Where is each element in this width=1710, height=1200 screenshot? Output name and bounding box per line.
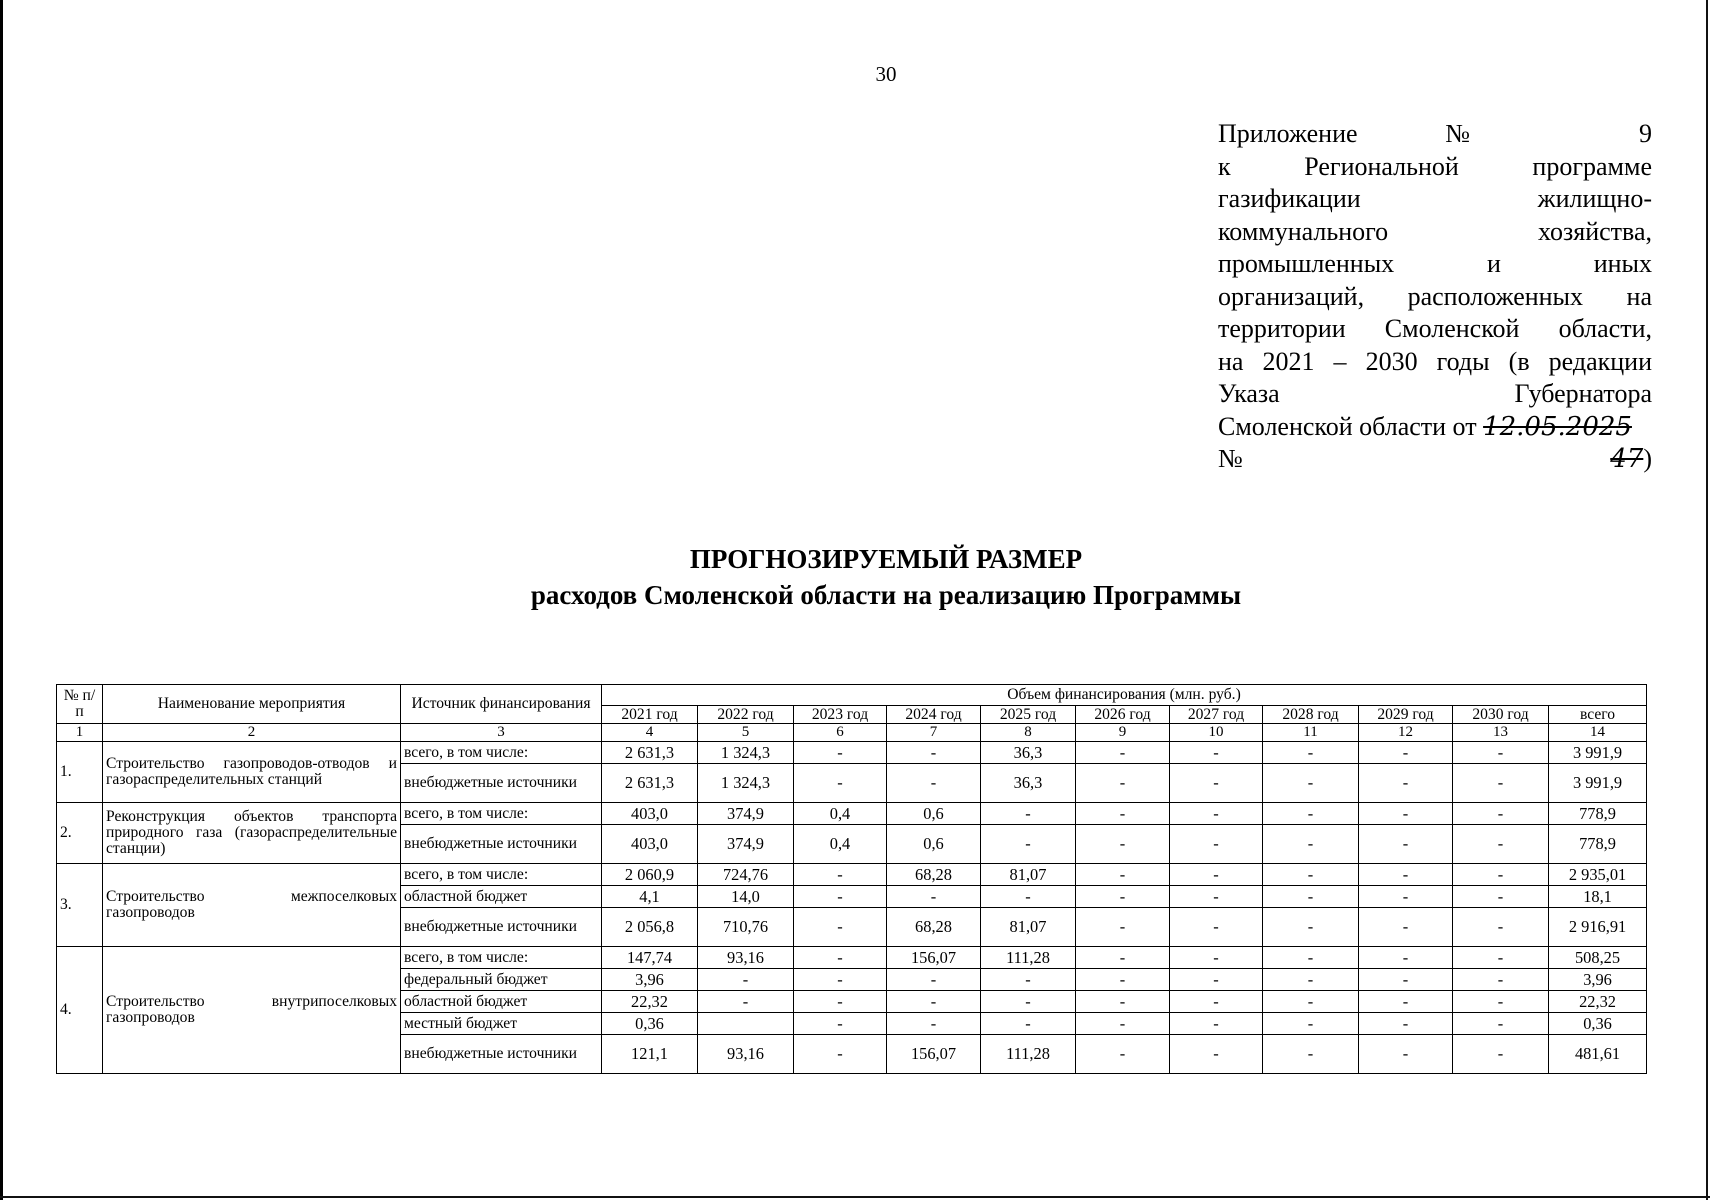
year-value-cell: 403,0 — [602, 825, 698, 864]
year-value-cell: - — [981, 886, 1076, 908]
funding-source: всего, в том числе: — [401, 947, 602, 969]
handwritten-number: 47 — [1610, 444, 1644, 474]
page-bottom-border — [0, 1196, 1710, 1198]
year-value-cell: - — [1263, 947, 1359, 969]
year-value-cell: - — [1170, 969, 1263, 991]
column-number: 1 — [57, 724, 103, 742]
year-value-cell: - — [1453, 969, 1549, 991]
year-value-cell: - — [887, 969, 981, 991]
header-name: Наименование мероприятия — [103, 685, 401, 724]
year-value-cell: 147,74 — [602, 947, 698, 969]
year-value-cell: - — [1263, 764, 1359, 803]
header-row — [57, 685, 1647, 706]
year-value-cell: - — [1076, 742, 1170, 764]
total-cell: 481,61 — [1549, 1035, 1647, 1074]
total-cell: 778,9 — [1549, 825, 1647, 864]
year-value-cell: - — [1359, 742, 1453, 764]
year-value-cell: - — [794, 742, 887, 764]
year-value-cell: 36,3 — [981, 764, 1076, 803]
header-total: всего — [1549, 706, 1647, 724]
year-value-cell: 724,76 — [698, 864, 794, 886]
column-number: 4 — [602, 724, 698, 742]
year-value-cell: - — [887, 1013, 981, 1035]
year-value-cell: - — [1453, 991, 1549, 1013]
funding-source: внебюджетные источники — [401, 908, 602, 947]
appendix-number-prefix: № — [1218, 444, 1611, 473]
year-value-cell: - — [1263, 908, 1359, 947]
year-value-cell: - — [981, 825, 1076, 864]
appendix-line: Приложение № 9 — [1218, 119, 1652, 148]
funding-source: внебюджетные источники — [401, 825, 602, 864]
total-cell: 3 991,9 — [1549, 742, 1647, 764]
year-value-cell: - — [1170, 1035, 1263, 1074]
column-number: 5 — [698, 724, 794, 742]
measure-name: Строительство внутрипоселковых газопроводов — [103, 947, 401, 1074]
year-value-cell: - — [1453, 764, 1549, 803]
table-body — [57, 685, 1647, 1074]
total-cell: 2 935,01 — [1549, 864, 1647, 886]
year-value-cell: 68,28 — [887, 908, 981, 947]
header-year: 2027 год — [1170, 706, 1263, 724]
row-number: 3. — [57, 864, 103, 947]
year-value-cell: 156,07 — [887, 1035, 981, 1074]
year-value-cell: - — [1263, 886, 1359, 908]
year-value-cell: - — [1453, 886, 1549, 908]
column-number: 7 — [887, 724, 981, 742]
funding-source: местный бюджет — [401, 1013, 602, 1035]
year-value-cell: 3,96 — [602, 969, 698, 991]
year-value-cell: 710,76 — [698, 908, 794, 947]
year-value-cell: - — [698, 991, 794, 1013]
year-value-cell: 4,1 — [602, 886, 698, 908]
year-value-cell: - — [1076, 886, 1170, 908]
document-subtitle: расходов Смоленской области на реализацию Программы — [530, 580, 1242, 610]
year-value-cell: 0,36 — [602, 1013, 698, 1035]
column-number: 2 — [103, 724, 401, 742]
header-year: 2024 год — [887, 706, 981, 724]
year-value-cell: - — [794, 1013, 887, 1035]
appendix-date-line — [1218, 411, 1652, 444]
appendix-line: организаций, расположенных на — [1218, 281, 1652, 311]
header-year: 2021 год — [602, 706, 698, 724]
year-value-cell: - — [1170, 825, 1263, 864]
year-value-cell: - — [1453, 947, 1549, 969]
funding-source: всего, в том числе: — [401, 803, 602, 825]
year-value-cell: 111,28 — [981, 947, 1076, 969]
appendix-date-prefix: Смоленской области от — [1218, 411, 1484, 441]
funding-source: областной бюджет — [401, 991, 602, 1013]
table-row — [57, 864, 1647, 886]
year-value-cell: - — [1170, 886, 1263, 908]
year-value-cell: - — [1076, 947, 1170, 969]
appendix-line: коммунального хозяйства, — [1218, 216, 1652, 246]
total-cell: 3 991,9 — [1549, 764, 1647, 803]
funding-source: федеральный бюджет — [401, 969, 602, 991]
year-value-cell: - — [1359, 803, 1453, 825]
year-value-cell: - — [1453, 825, 1549, 864]
year-value-cell: - — [1359, 969, 1453, 991]
appendix-block — [1218, 118, 1652, 476]
header-year: 2025 год — [981, 706, 1076, 724]
year-value-cell: - — [1359, 886, 1453, 908]
funding-source: областной бюджет — [401, 886, 602, 908]
year-value-cell: - — [981, 803, 1076, 825]
year-value-cell: 0,4 — [794, 803, 887, 825]
year-value-cell: 93,16 — [698, 947, 794, 969]
header-year: 2029 год — [1359, 706, 1453, 724]
total-cell: 508,25 — [1549, 947, 1647, 969]
document-title: ПРОГНОЗИРУЕМЫЙ РАЗМЕР — [689, 544, 1083, 574]
year-value-cell: - — [1263, 864, 1359, 886]
header-year: 2026 год — [1076, 706, 1170, 724]
appendix-number-line — [1218, 443, 1652, 476]
appendix-line: газификации жилищно- — [1218, 184, 1652, 213]
year-value-cell: - — [981, 991, 1076, 1013]
year-value-cell: - — [1076, 969, 1170, 991]
year-value-cell: - — [1359, 908, 1453, 947]
year-value-cell: - — [1359, 764, 1453, 803]
header-year: 2030 год — [1453, 706, 1549, 724]
year-value-cell: - — [1076, 908, 1170, 947]
year-value-cell: - — [794, 864, 887, 886]
total-cell: 778,9 — [1549, 803, 1647, 825]
header-source: Источник финансирования — [401, 685, 602, 724]
year-value-cell: 111,28 — [981, 1035, 1076, 1074]
appendix-line: Указа Губернатора — [1218, 379, 1652, 408]
year-value-cell: 121,1 — [602, 1035, 698, 1074]
column-number: 8 — [981, 724, 1076, 742]
year-value-cell: - — [1453, 803, 1549, 825]
year-value-cell: - — [887, 742, 981, 764]
year-value-cell: - — [794, 947, 887, 969]
year-value-cell: - — [1170, 947, 1263, 969]
year-value-cell: - — [1359, 1013, 1453, 1035]
column-number: 11 — [1263, 724, 1359, 742]
year-value-cell: 22,32 — [602, 991, 698, 1013]
year-value-cell: 156,07 — [887, 947, 981, 969]
year-value-cell: - — [698, 969, 794, 991]
year-value-cell: - — [981, 969, 1076, 991]
total-cell: 18,1 — [1549, 886, 1647, 908]
page-number: 30 — [875, 62, 897, 86]
appendix-closing: ) — [1643, 444, 1652, 473]
total-cell: 3,96 — [1549, 969, 1647, 991]
column-number: 14 — [1549, 724, 1647, 742]
table-row — [57, 947, 1647, 969]
year-value-cell: - — [794, 969, 887, 991]
handwritten-date: 12.05.2025 — [1483, 411, 1632, 442]
appendix-line: на 2021 – 2030 годы (в редакции — [1218, 346, 1652, 376]
year-value-cell: - — [1170, 764, 1263, 803]
column-number: 6 — [794, 724, 887, 742]
year-value-cell: - — [981, 1013, 1076, 1035]
header-year: 2022 год — [698, 706, 794, 724]
year-value-cell — [698, 1013, 794, 1035]
year-value-cell: - — [1076, 864, 1170, 886]
year-value-cell: - — [1359, 825, 1453, 864]
measure-name: Реконструкция объектов транспорта природного газа (газораспределительные станции) — [103, 803, 401, 864]
year-value-cell: 1 324,3 — [698, 742, 794, 764]
measure-name: Строительство газопроводов-отводов и газораспределительных станций — [103, 742, 401, 803]
funding-source: всего, в том числе: — [401, 864, 602, 886]
year-value-cell: - — [1263, 803, 1359, 825]
year-value-cell: - — [794, 764, 887, 803]
year-value-cell: - — [1076, 1035, 1170, 1074]
appendix-line: территории Смоленской области, — [1218, 314, 1652, 343]
column-number: 13 — [1453, 724, 1549, 742]
year-value-cell: 0,6 — [887, 825, 981, 864]
year-value-cell: - — [1263, 1013, 1359, 1035]
year-value-cell: 403,0 — [602, 803, 698, 825]
financing-table — [56, 684, 1647, 1074]
year-value-cell: 93,16 — [698, 1035, 794, 1074]
header-year: 2028 год — [1263, 706, 1359, 724]
year-value-cell: - — [1263, 969, 1359, 991]
column-number: 10 — [1170, 724, 1263, 742]
column-number: 12 — [1359, 724, 1453, 742]
year-value-cell: - — [1076, 764, 1170, 803]
total-cell: 2 916,91 — [1549, 908, 1647, 947]
year-value-cell: - — [1453, 1013, 1549, 1035]
year-value-cell: 374,9 — [698, 803, 794, 825]
year-value-cell: - — [887, 991, 981, 1013]
year-value-cell: 0,6 — [887, 803, 981, 825]
appendix-line: к Региональной программе — [1218, 151, 1652, 181]
column-number: 9 — [1076, 724, 1170, 742]
year-value-cell: 81,07 — [981, 864, 1076, 886]
total-cell: 0,36 — [1549, 1013, 1647, 1035]
year-value-cell: 36,3 — [981, 742, 1076, 764]
year-value-cell: - — [1263, 825, 1359, 864]
year-value-cell: - — [1453, 1035, 1549, 1074]
year-value-cell: - — [1359, 864, 1453, 886]
year-value-cell: - — [1359, 991, 1453, 1013]
row-number: 1. — [57, 742, 103, 803]
year-value-cell: - — [1263, 1035, 1359, 1074]
year-value-cell: - — [1453, 908, 1549, 947]
table-row — [57, 742, 1647, 764]
row-number: 4. — [57, 947, 103, 1074]
year-value-cell: 2 060,9 — [602, 864, 698, 886]
year-value-cell: - — [1453, 742, 1549, 764]
year-value-cell: - — [1453, 864, 1549, 886]
year-value-cell: - — [1076, 991, 1170, 1013]
year-value-cell: - — [1263, 991, 1359, 1013]
year-value-cell: - — [1170, 1013, 1263, 1035]
year-value-cell: 68,28 — [887, 864, 981, 886]
year-value-cell: 14,0 — [698, 886, 794, 908]
year-value-cell: 1 324,3 — [698, 764, 794, 803]
funding-source: внебюджетные источники — [401, 1035, 602, 1074]
year-value-cell: - — [794, 908, 887, 947]
year-value-cell: - — [1076, 803, 1170, 825]
year-value-cell: - — [1359, 1035, 1453, 1074]
year-value-cell: - — [1170, 803, 1263, 825]
appendix-line: промышленных и иных — [1218, 249, 1652, 278]
row-number: 2. — [57, 803, 103, 864]
column-number: 3 — [401, 724, 602, 742]
header-year: 2023 год — [794, 706, 887, 724]
year-value-cell: 2 056,8 — [602, 908, 698, 947]
measure-name: Строительство межпоселковых газопроводов — [103, 864, 401, 947]
year-value-cell: - — [1170, 742, 1263, 764]
year-value-cell: - — [794, 991, 887, 1013]
year-value-cell: 374,9 — [698, 825, 794, 864]
year-value-cell: 2 631,3 — [602, 742, 698, 764]
year-value-cell: - — [887, 886, 981, 908]
year-value-cell: - — [1170, 908, 1263, 947]
year-value-cell: - — [1076, 1013, 1170, 1035]
column-number-row — [57, 724, 1647, 742]
year-value-cell: - — [794, 886, 887, 908]
year-value-cell: 2 631,3 — [602, 764, 698, 803]
year-value-cell: - — [1170, 864, 1263, 886]
funding-source: всего, в том числе: — [401, 742, 602, 764]
year-value-cell: - — [887, 764, 981, 803]
header-volume: Объем финансирования (млн. руб.) — [602, 685, 1647, 706]
year-value-cell: - — [1263, 742, 1359, 764]
header-num: № п/п — [57, 685, 103, 724]
year-value-cell: 0,4 — [794, 825, 887, 864]
year-value-cell: - — [1359, 947, 1453, 969]
year-value-cell: - — [1170, 991, 1263, 1013]
year-value-cell: - — [794, 1035, 887, 1074]
year-value-cell: - — [1076, 825, 1170, 864]
table-row — [57, 803, 1647, 825]
total-cell: 22,32 — [1549, 991, 1647, 1013]
funding-source: внебюджетные источники — [401, 764, 602, 803]
year-value-cell: 81,07 — [981, 908, 1076, 947]
